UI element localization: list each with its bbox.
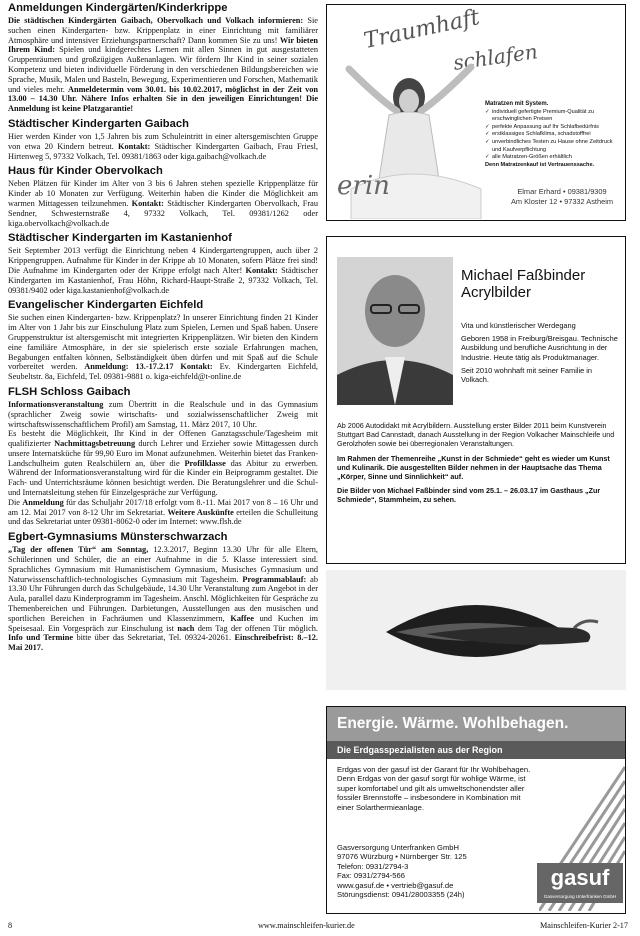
- bold-run: Einschreibefrist: 8.–12. Mai 2017.: [8, 633, 318, 653]
- lips-chili-image: [326, 570, 626, 690]
- bio-heading: Vita und künstlerischer Werdegang: [461, 321, 576, 330]
- erin-mattress-ad: [326, 4, 626, 221]
- article-paragraph: [8, 246, 318, 295]
- article-heading: Haus für Kinder Obervolkach: [8, 165, 163, 178]
- footer-url[interactable]: www.mainschleifen-kurier.de: [258, 921, 355, 930]
- bold-run: Nachmittagsbetreuung: [54, 439, 136, 449]
- gasuf-phone: Telefon: 0931/2794-3: [337, 861, 409, 871]
- article-heading: Egbert-Gymnasiums Münsterschwarzach: [8, 531, 228, 544]
- article-paragraph: [8, 313, 318, 382]
- text-run: Neben Plätzen für Kinder im Alter von 3 bis 6 Jahren stehen spezielle Krippenplätze für Kinder ab 10 Monaten zur Verfügung. Weiterhin haben die Kinder die Möglichkeit am warmen Mittagessen teilzunehmen.: [8, 179, 318, 208]
- article-paragraph: [8, 429, 318, 498]
- bold-run: nach: [177, 623, 195, 633]
- article-paragraph: [8, 179, 318, 228]
- bold-run: Kontakt:: [118, 141, 151, 151]
- text-run: Städtischer Kindergarten Obervolkach, Frau Sendner, Schwesternstraße 4, 97332 Volkach, Tel. 09381/1262 oder kiga.obervolkach@volkach.de: [8, 198, 319, 228]
- artist-name: [461, 267, 585, 301]
- article-heading: Städtischer Kindergarten im Kastanienhof: [8, 232, 232, 245]
- ad-list-item: ✓ unverbindliches Testen zu Hause ohne Zeitdruck und Kaufverpflichtung: [485, 139, 621, 154]
- desc-dates: Die Bilder von Michael Faßbinder sind vom 25.1. – 26.03.17 im Gasthaus „Zur Schmiede“, Stammheim, zu sehen.: [337, 486, 601, 505]
- artist-subtitle: Acrylbilder: [461, 284, 532, 301]
- article-heading: Städtischer Kindergarten Gaibach: [8, 117, 189, 130]
- text-run: Hier werden Kinder von 1,5 Jahren bis zum Schuleintritt in einer altersgemischten Gruppe von etwa 20 Kindern betreut.: [8, 131, 318, 151]
- text-run: Die: [8, 497, 23, 507]
- ad-address: [507, 187, 617, 207]
- left-column: [8, 2, 318, 657]
- text-run: durch Lehrer und Erzieher sowie Mittagessen durch unsere Internatsküche für 99,90 Euro im Monat aufzunehmen. Weiterhin bietet das Franken-Landschulheim guten Realschülern an, über die: [8, 439, 319, 468]
- bold-run: Kaffee: [230, 613, 254, 623]
- ad-address-line2: Am Kloster 12 • 97332 Astheim: [510, 197, 613, 206]
- article-heading: Anmeldungen Kindergärten/Kinderkrippe: [8, 2, 228, 14]
- article-heading: FLSH Schloss Gaibach: [8, 385, 131, 398]
- portrait-photo: [337, 257, 453, 405]
- article-paragraph: [8, 400, 318, 429]
- article-paragraph: [8, 16, 318, 114]
- page-footer: [0, 919, 640, 933]
- article-obervolkach: [8, 165, 318, 228]
- bold-run: Info und Termine: [8, 633, 74, 643]
- text-run: Städtischer Kindergarten Gaibach, Frau Friesl, Hirtenweg 5, 97332 Volkach, Tel. 09381/1863 oder kiga.gaibach@volkach.de: [8, 141, 318, 161]
- bold-run: Programmablauf:: [242, 574, 307, 584]
- gasuf-body-text: Erdgas von der gasuf ist der Garant für Ihr Wohlbehagen. Denn Erdgas von der gasuf sorgt für wohlige Wärme, ist super komfortabel und gilt als umweltschonendster aller fossiler Brennstoffe – insbesondere in Kombination mit einer Solarthermieanlage.: [337, 765, 531, 812]
- gasuf-company: Gasversorgung Unterfranken GmbH: [337, 843, 459, 852]
- gasuf-service: Störungsdienst: 0941/28003355 (24h): [337, 890, 465, 900]
- bold-run: Weitere Auskünfte: [167, 507, 234, 517]
- text-run: für das Schuljahr 2017/18 erfolgt vom 8.-11. Mai 2017 von 8 – 16 Uhr und am 12. Mai 2017 von 8-12 Uhr im Sekretariat.: [8, 497, 318, 517]
- text-run: dem Tag der offenen Tür möglich.: [194, 623, 318, 633]
- footer-issue: Mainschleifen-Kurier 2-17: [540, 921, 628, 930]
- text-run: Seit September 2013 verfügt die Einrichtung neben 4 Kindergartengruppen, auch über 2 Krippengruppen. Aufnahme für Kinder in der Krippe ab 10 Monaten, sofern Plätze frei sind! Die Aufnahme im Kindergarten oder der Krippe erfolgt nach Alter!: [8, 246, 318, 275]
- text-run: erteilen die Schulleitung und das Sekretariat unter 09381-8062-0 oder im Internet: www.flsh.de: [8, 507, 318, 527]
- exhibition-description: [337, 421, 619, 510]
- gasuf-contact: [337, 843, 537, 899]
- gasuf-street: 97076 Würzburg • Nürnberger Str. 125: [337, 852, 467, 862]
- text-run: das Abitur zu erwerben. Während der Informationsveranstaltung wird für die Kinder ein Beiprogramm gestaltet. Die Fach- und Unterrichtsräume können besichtigt werden. Die Beratungslehrer und die Schul- und Internatsleitung stehen für Einzelgespräche zur Verfügung.: [8, 458, 319, 498]
- text-run: ab 13.30 Uhr Führungen durch das Schulgebäude, 14.30 Uhr Veranstaltung zum Angebot in der Aula, parallel dazu Kinderprogramm im Tagesheim. Anschl. Möglichkeiten für Gespräche zu Themenbereichen und Führungen. Darbietungen, Ausstellungen aus den musischen und sportlichen Bereichen in Fachräumen und Klassenzimmern,: [8, 574, 319, 623]
- art-exhibition-ad: [326, 236, 626, 564]
- bio-text: Seit 2010 wohnhaft mit seiner Familie in Volkach.: [461, 365, 593, 385]
- desc-text: Ab 2006 Autodidakt mit Acrylbildern. Ausstellung erster Bilder 2011 beim Kunstverein Stuttgart Bad Cannstadt, danach Ausstellung in der Region Volkacher Mainschleife und Gerolzhofen sowie bei überregionalen Veranstaltungen.: [337, 421, 615, 449]
- ad-list-end: Denn Matratzenkauf ist Vertrauenssache.: [485, 161, 595, 168]
- gasuf-ad: [326, 706, 626, 914]
- bold-run: Anmeldung: 13.-17.2.17 Kontakt:: [84, 362, 213, 372]
- article-eichfeld: [8, 299, 318, 382]
- ad-feature-list: [485, 101, 621, 169]
- ad-list-item: ✓ perfekte Anpassung auf Ihr Schlafbedürfnis: [485, 124, 621, 132]
- text-run: Städtischer Kindergarten im Kastanienhof, Frau Höhn, Richard-Haupt-Straße 2, 97332 Volkach, Tel. 09381/9402 oder kiga.kastanienhof@volkach.de: [8, 265, 318, 295]
- erin-logo: erin: [337, 171, 390, 201]
- ad-list-item: ✓ alle Matratzen-Größen erhältlich: [485, 154, 621, 162]
- gasuf-body: [337, 765, 533, 817]
- ad-list-title: Matratzen mit System.: [485, 101, 549, 107]
- article-kastanienhof: [8, 232, 318, 295]
- ad-address-line1: Elmar Erhard • 09381/9309: [517, 187, 607, 196]
- bold-run: „Tag der offenen Tür“ am Sonntag,: [8, 545, 149, 555]
- bold-run: Wir bieten Ihrem Kind:: [8, 35, 318, 55]
- ad-script-bottom: schlafen: [451, 39, 540, 75]
- article-flsh: [8, 386, 318, 527]
- bold-run: Die städtischen Kindergärten Gaibach, Obervolkach und Volkach informieren:: [8, 16, 304, 25]
- article-paragraph: [8, 545, 318, 653]
- gasuf-fax: Fax: 0931/2794-566: [337, 871, 405, 881]
- gasuf-subline: Die Erdgasspezialisten aus der Region: [327, 741, 626, 759]
- gasuf-headline: Energie. Wärme. Wohlbehagen.: [327, 707, 626, 741]
- text-run: Spielen und kindgerechtes Lernen mit allen Sinnen in gut ausgestatteten Gruppenräumen und großzügigen Außenanlagen. Wir fördern Ihr Kind in seiner sozialen Kompetenz und bieten individuelle Förderung in den verschiedenen Bildungsbereichen wie Sprache, Musik, Malen und Basteln, Bewegung, Experimentieren und Forschen, Mathematik und vieles mehr.: [8, 45, 318, 94]
- text-run: Ev. Kindergarten Eichfeld, Seubeltstr. 8a, Eichfeld, Tel. 09381-9881 o. kiga-eichfeld@t-online.de: [8, 362, 319, 382]
- ad-script-top: Traumhaft: [361, 5, 482, 54]
- bold-run: Informationsveranstaltung: [8, 399, 104, 409]
- bold-run: Profilklasse: [184, 458, 226, 468]
- text-run: Es besteht die Möglichkeit, Ihr Kind in der Offenen Ganztagsschule/Tagesheim mit qualifizierter: [8, 429, 318, 449]
- bold-run: Anmeldetermin vom 30.01. bis 10.02.2017, möglichst in der Zeit von 13.00 – 14.30 Uhr. Nähere Infos erhalten Sie in den jeweiligen Einrichtungen! Die Anmeldung ist keine Platzgarantie!: [8, 84, 318, 114]
- gasuf-logo-text: gasuf: [550, 865, 610, 890]
- ad-list-item: ✓ erstklassiges Schlafklima, schadstofffrei: [485, 131, 621, 139]
- gasuf-logo: [537, 863, 623, 903]
- text-run: zum Übertritt in die Realschule und in das Gymnasium (sprachlicher Zweig sowie wirtschafts- und sozialwissenschaftlicher Zweig mit wirtschaftswissenschaftlichem Profil) am Samstag, 11. März 2017, 10 Uhr.: [8, 399, 318, 429]
- text-run: Sie suchen einen Kindergarten- bzw. Krippenplatz in einer Einrichtung mit familiärer Atmosphäre und intensiver Erziehungspartnerschaft? Dann kommen Sie zu uns!: [8, 16, 318, 45]
- article-anmeldungen: [8, 2, 318, 114]
- text-run: Sie suchen einen Kindergarten- bzw. Krippenplatz? In unserer Einrichtung finden 21 Kinder im Alter von 1 Jahr bis zur Einschulung Platz zum Spielen, Lernen und Spaß haben. Unsere Gruppenstruktur ist altersgemischt mit integrierten Krippenplätzen. Wir bieten den Kindern eine familiäre Atmosphäre, in der sie spielerisch erste soziale Erfahrungen machen, Begabungen entfalten können, Selbständigkeit üben dürfen und mit Spaß auf die Schule vorbereitet werden.: [8, 313, 318, 372]
- bold-run: Anmeldung: [22, 497, 64, 507]
- bold-run: Kontakt:: [245, 265, 278, 275]
- bold-run: Kontakt:: [131, 198, 164, 208]
- text-run: bitte über das Sekretariat, Tel. 09324-20261.: [73, 633, 235, 643]
- article-heading: Evangelischer Kindergarten Eichfeld: [8, 299, 204, 312]
- gasuf-logo-sub: Gasversorgung Unterfranken GmbH: [543, 894, 617, 899]
- text-run: 12.3.2017, Beginn 13.30 Uhr für alle Eltern, Schülerinnen und Schüler, die an einer Aufnahme in die 5. Klasse interessiert sind. Sprachliches Gymnasium mit Humanistischem Gymnasium, Musisches Gymnasium und Naturwissenschaftlich-technologisches Gymnasium mit Tagesheim.: [8, 545, 318, 584]
- article-paragraph: [8, 132, 318, 161]
- artist-bio: [461, 321, 621, 388]
- desc-bold: Im Rahmen der Themenreihe „Kunst in der Schmiede“ geht es wieder um Kunst und Kulinarik. Die ausgestellten Bilder nehmen in der Hauptsache das Thema „Körper, Sinne und Sinnlichkeit“ auf.: [337, 453, 610, 482]
- article-paragraph: [8, 498, 318, 527]
- article-egbert: [8, 531, 318, 653]
- page-number: 8: [8, 921, 13, 930]
- text-run: und Kuchen im Speisesaal. Ein Vorgespräch zur Einschulung ist: [8, 613, 318, 633]
- bio-text: Geboren 1958 in Freiburg/Breisgau. Technische Ausbildung und berufliche Ausrichtung in der Industrie. Heute tätig als Produktmanager.: [461, 334, 618, 362]
- ad-list-item: ✓ individuell gefertigte Premium-Qualität zu erschwinglichen Preisen: [485, 109, 621, 124]
- artist-name-line: Michael Faßbinder: [461, 267, 586, 284]
- gasuf-web: www.gasuf.de • vertrieb@gasuf.de: [337, 880, 454, 890]
- article-gaibach: [8, 118, 318, 161]
